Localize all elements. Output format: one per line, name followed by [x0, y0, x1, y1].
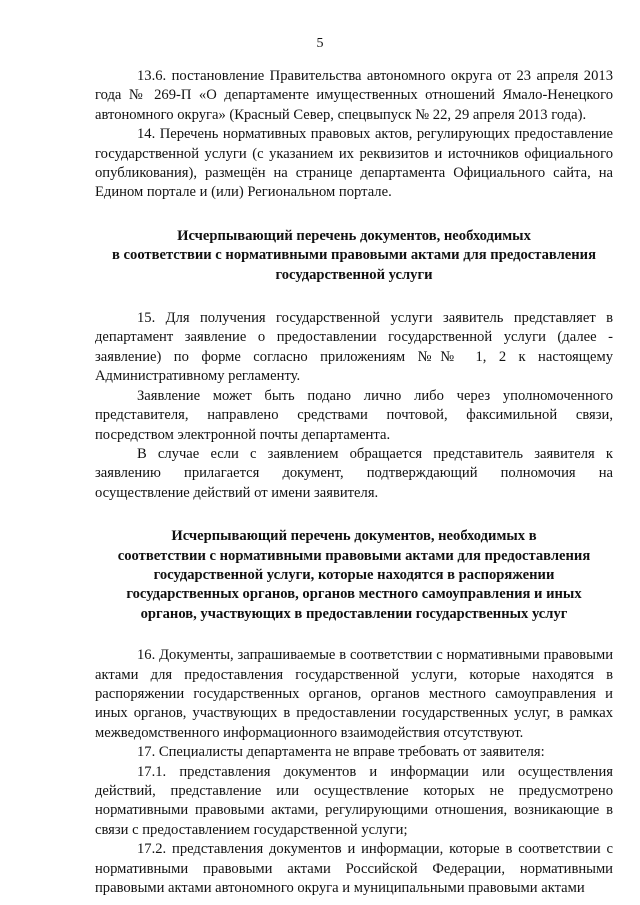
paragraph-13-6: 13.6. постановление Правительства автономного округа от 23 апреля 2013 года № 269-П «О департаменте имущественных отношений Ямало-Ненецкого автономного округа» (Красный Север, спецвыпуск № 22, 29 апреля 2013 года).: [95, 68, 613, 123]
paragraph-15-delivery: Заявление может быть подано лично либо через уполномоченного представителя, направлено средствами почтовой, факсимильной связи, посредством электронной почты департамента.: [95, 387, 613, 443]
paragraph-17: 17. Специалисты департамента не вправе требовать от заявителя:: [137, 744, 545, 761]
spacer: [95, 203, 613, 227]
heading-2-line-4: государственных органов, органов местного самоуправления и иных: [126, 586, 582, 603]
spacer: [95, 624, 613, 646]
document-body: [95, 67, 613, 898]
heading-2-line-1: Исчерпывающий перечень документов, необходимых в: [171, 528, 537, 545]
page-number: 5: [316, 36, 324, 51]
heading-1-line-1: Исчерпывающий перечень документов, необходимых: [177, 227, 531, 244]
paragraph-17-1: 17.1. представления документов и информации или осуществления действий, представление или осуществление которых не предусмотрено нормативными правовыми актами, регулирующими отношения, возникающие в связи с предоставлением государственной услуги;: [95, 763, 613, 838]
paragraph-15: 15. Для получения государственной услуги заявитель представляет в департамент заявление о предоставлении государственной услуги (далее - заявление) по форме согласно приложениям №№ 1, 2 к настоящему Административному регламенту.: [95, 310, 613, 385]
spacer: [95, 285, 613, 309]
section-heading-2: [95, 527, 613, 624]
heading-2-line-5: органов, участвующих в предоставлении государственных услуг: [140, 605, 568, 622]
paragraph-14: 14. Перечень нормативных правовых актов, регулирующих предоставление государственной услуги (с указанием их реквизитов и источников официального опубликования), размещён на странице департамента Официального сайта, на Едином портале и (или) Региональном портале.: [95, 126, 613, 201]
paragraph-16: 16. Документы, запрашиваемые в соответствии с нормативными правовыми актами для предоставления государственной услуги, которые находятся в распоряжении государственных органов, органов местного самоуправления и иных органов, участвующих в предоставлении государственных услуг, в рамках межведомственного информационного взаимодействия отсутствуют.: [95, 647, 613, 741]
paragraph-17-2: 17.2. представления документов и информации, которые в соответствии с нормативными правовыми актами Российской Федерации, нормативными правовыми актами автономного округа и муниципальными правовыми актами: [95, 841, 613, 897]
paragraph-15-representative: В случае если с заявлением обращается представитель заявителя к заявлению прилагается документ, подтверждающий полномочия на осуществление действий от имени заявителя.: [95, 445, 613, 501]
heading-2-line-2: соответствии с нормативными правовыми актами для предоставления: [117, 547, 591, 564]
heading-1-line-3: государственной услуги: [275, 266, 433, 283]
heading-1-line-2: в соответствии с нормативными правовыми актами для предоставления: [112, 247, 596, 264]
spacer: [95, 503, 613, 527]
heading-2-line-3: государственной услуги, которые находятся в распоряжении: [153, 566, 555, 583]
section-heading-1: [95, 227, 613, 285]
